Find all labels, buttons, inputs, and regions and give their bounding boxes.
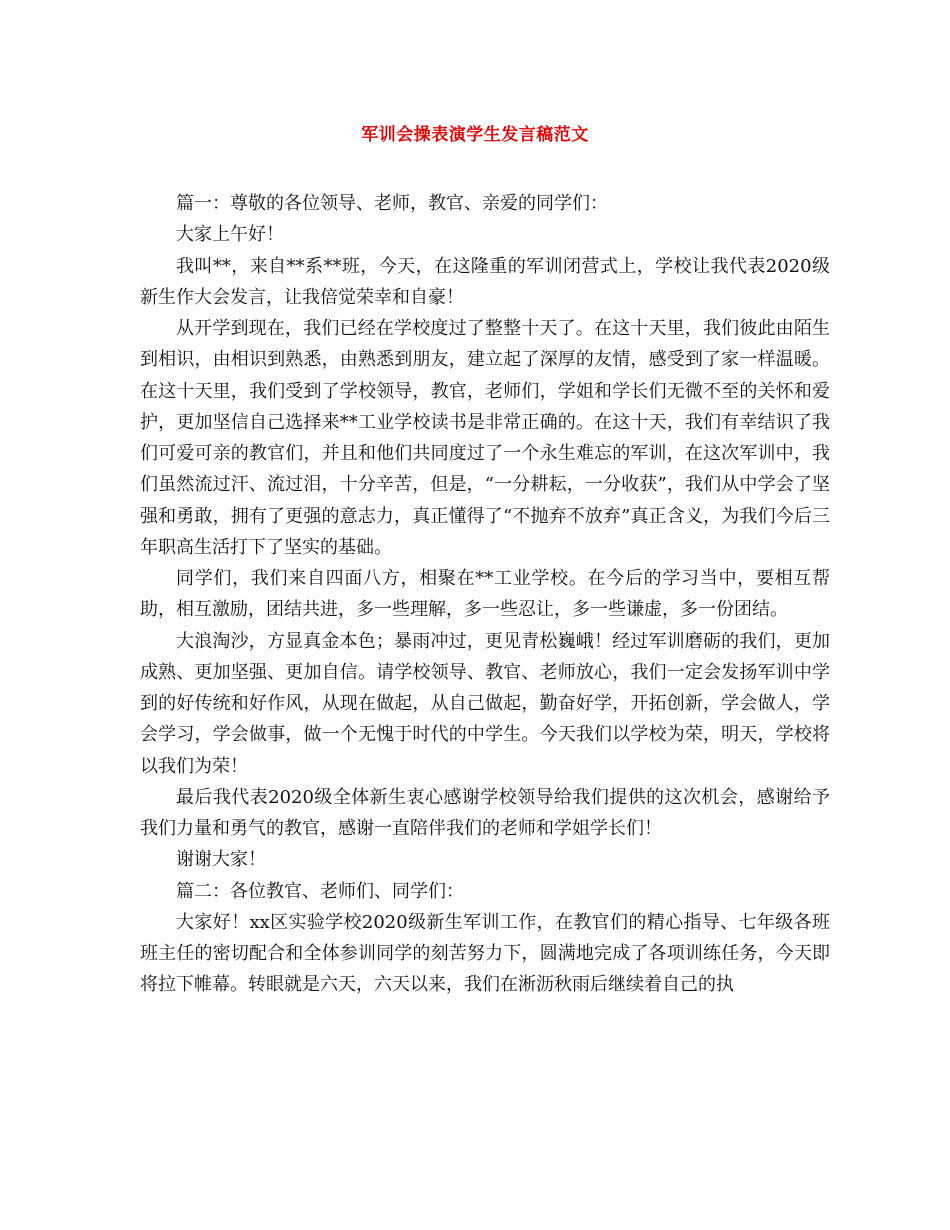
document-body <box>140 188 830 1001</box>
paragraph: 同学们，我们来自四面八方，相聚在**工业学校。在今后的学习当中，要相互帮助，相互激励，团结共进，多一些理解，多一些忍让，多一些谦虚，多一份团结。 <box>140 568 830 621</box>
paragraph: 篇二：各位教官、老师们、同学们： <box>176 880 464 902</box>
paragraph: 谢谢大家！ <box>176 849 266 871</box>
paragraph: 大家好！xx区实验学校2020级新生军训工作，在教官们的精心指导、七年级各班班主任的密切配合和全体参训同学的刻苦努力下，圆满地完成了各项训练任务，今天即将拉下帷幕。转眼就是六天，六天以来，我们在淅沥秋雨后继续着自己的执 <box>140 911 830 996</box>
paragraph: 大浪淘沙，方显真金本色；暴雨冲过，更见青松巍峨！经过军训磨砺的我们，更加成熟、更加坚强、更加自信。请学校领导、教官、老师放心，我们一定会发扬军训中学到的好传统和好作风，从现在做起，从自己做起，勤奋好学，开拓创新，学会做人，学会学习，学会做事，做一个无愧于时代的中学生。今天我们以学校为荣，明天，学校将以我们为荣！ <box>140 630 830 777</box>
paragraph: 从开学到现在，我们已经在学校度过了整整十天了。在这十天里，我们彼此由陌生到相识，由相识到熟悉，由熟悉到朋友，建立起了深厚的友情，感受到了家一样温暖。在这十天里，我们受到了学校领导，教官，老师们，学姐和学长们无微不至的关怀和爱护，更加坚信自己选择来**工业学校读书是非常正确的。在这十天，我们有幸结识了我们可爱可亲的教官们，并且和他们共同度过了一个永生难忘的军训，在这次军训中，我们虽然流过汗、流过泪，十分辛苦，但是，“一分耕耘，一分收获”，我们从中学会了坚强和勇敢，拥有了更强的意志力，真正懂得了“不抛弃不放弃”真正含义，为我们今后三年职高生活打下了坚实的基础。 <box>140 318 830 558</box>
paragraph: 我叫**，来自**系**班，今天，在这隆重的军训闭营式上，学校让我代表2020级新生作大会发言，让我倍觉荣幸和自豪！ <box>140 255 830 308</box>
paragraph: 最后我代表2020级全体新生衷心感谢学校领导给我们提供的这次机会，感谢给予我们力量和勇气的教官，感谢一直陪伴我们的老师和学姐学长们！ <box>140 786 830 839</box>
document-title: 军训会操表演学生发言稿范文 <box>361 125 589 145</box>
paragraph: 大家上午好！ <box>176 224 284 246</box>
paragraph: 篇一：尊敬的各位领导、老师，教官、亲爱的同学们： <box>176 193 608 214</box>
